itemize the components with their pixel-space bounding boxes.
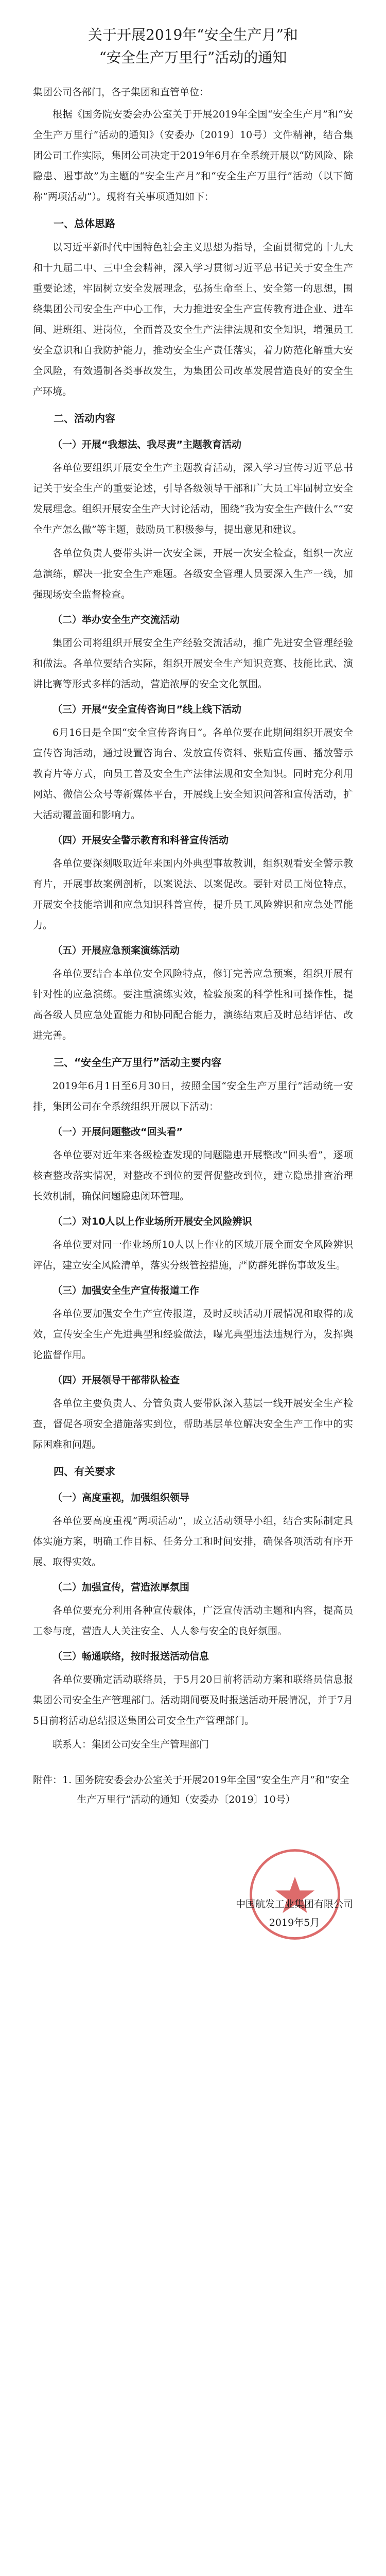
subsection-paragraph: 6月16日是全国“安全宣传咨询日”。各单位要在此期间组织开展安全宣传咨询活动，通过设置咨询台、发放宣传资料、张贴宣传画、播放警示教育片等方式，向员工普及安全生产法律法规和安全知识。同时充分利用网站、微信公众号等新媒体平台，开展线上安全知识问答和宣传活动，扩大活动覆盖面和影响力。 xyxy=(33,727,353,821)
salutation: 集团公司各部门，各子集团和直管单位： xyxy=(33,87,209,98)
subsection-heading: （二）对10人以上作业场所开展安全风险辨识 xyxy=(52,1216,252,1227)
subsection-heading: （四）开展领导干部带队检查 xyxy=(52,1375,180,1386)
subsection-paragraph: 各单位要组织开展安全生产主题教育活动，深入学习宣传习近平总书记关于安全生产的重要论述，引导各级领导干部和广大员工牢固树立安全发展理念。组织开展安全生产大讨论活动，围绕“我为安全生产做什么”“安全生产怎么做”等主题，鼓励员工积极参与，提出意见和建议。 xyxy=(33,462,353,535)
subsection-paragraph: 各单位要确定活动联络员，于5月20日前将活动方案和联络员信息报集团公司安全生产管理部门。活动期间要及时报送活动开展情况，并于7月5日前将活动总结报送集团公司安全生产管理部门。 xyxy=(33,1674,353,1726)
subsection-heading: （三）加强安全生产宣传报道工作 xyxy=(52,1285,200,1296)
subsection-paragraph: 各单位要结合本单位安全风险特点，修订完善应急预案，组织开展有针对性的应急演练。要注重演练实效，检验预案的科学性和可操作性，提高各级人员应急处置能力和协同配合能力，演练结束后及时总结评估、改进完善。 xyxy=(33,968,353,1041)
title-line-1: 关于开展2019年“安全生产月”和 xyxy=(88,26,298,43)
subsection-paragraph: 各单位要加强安全生产宣传报道，及时反映活动开展情况和取得的成效，宣传安全生产先进典型和经验做法，曝光典型违法违规行为，发挥舆论监督作用。 xyxy=(33,1308,353,1361)
subsection-paragraph: 各单位要高度重视“两项活动”，成立活动领导小组，结合实际制定具体实施方案，明确工作目标、任务分工和时间安排，确保各项活动有序开展、取得实效。 xyxy=(33,1515,353,1568)
signature-area xyxy=(33,1845,353,1969)
section-heading: 二、活动内容 xyxy=(54,412,115,425)
subsection-heading: （一）高度重视，加强组织领导 xyxy=(52,1492,190,1503)
intro-paragraph: 根据《国务院安委会办公室关于开展2019年全国“安全生产月”和“安全生产万里行”活动的通知》（安委办〔2019〕10号）文件精神，结合集团公司工作实际，集团公司决定于2019年6月在全系统开展以“防风险、除隐患、遏事故”为主题的“安全生产月”和“安全生产万里行”活动（以下简称“两项活动”）。现将有关事项通知如下： xyxy=(33,109,353,202)
sections-container xyxy=(33,212,353,1731)
signature-date: 2019年5月 xyxy=(269,1917,320,1928)
subsection-paragraph: 各单位要对近年来各级检查发现的问题隐患开展整改“回头看”，逐项核查整改落实情况，对整改不到位的要督促整改到位，建立隐患排查治理长效机制，确保问题隐患闭环管理。 xyxy=(33,1149,353,1202)
section-block xyxy=(33,212,353,402)
section-paragraph: 以习近平新时代中国特色社会主义思想为指导，全面贯彻党的十九大和十九届二中、三中全会精神，深入学习贯彻习近平总书记关于安全生产重要论述，牢固树立安全发展理念，弘扬生命至上、安全第一的思想，围绕集团公司安全生产中心工作，大力推进安全生产宣传教育进企业、进车间、进班组、进岗位，全面普及安全生产法律法规和安全知识，增强员工安全意识和自我防护能力，推动安全生产责任落实，着力防范化解重大安全风险，有效遏制各类事故发生，为集团公司改革发展营造良好的安全生产环境。 xyxy=(33,242,353,397)
title-line-2: “安全生产万里行”活动的通知 xyxy=(99,49,287,66)
subsection-paragraph: 各单位负责人要带头讲一次安全课，开展一次安全检查，组织一次应急演练，解决一批安全生产难题。各级安全管理人员要深入生产一线，加强现场安全监督检查。 xyxy=(33,548,353,600)
subsection-paragraph: 各单位要对同一作业场所10人以上作业的区域开展全面安全风险辨识评估，建立安全风险清单，落实分级管控措施，严防群死群伤事故发生。 xyxy=(33,1239,353,1271)
section-block xyxy=(33,407,353,1046)
attachment-item: 1. 国务院安委会办公室关于开展2019年全国“安全生产月”和“安全生产万里行”活动的通知（安委办〔2019〕10号） xyxy=(62,1774,349,1805)
subsection-heading: （三）畅通联络，按时报送活动信息 xyxy=(52,1651,209,1662)
subsection-paragraph: 集团公司将组织开展安全生产经验交流活动，推广先进安全管理经验和做法。各单位要结合实际，组织开展安全生产知识竞赛、技能比武、演讲比赛等形式多样的活动，营造浓厚的安全文化氛围。 xyxy=(33,637,353,690)
subsection-heading: （一）开展问题整改“回头看” xyxy=(52,1126,183,1138)
subsection-heading: （四）开展安全警示教育和科普宣传活动 xyxy=(52,835,229,846)
subsection-paragraph: 各单位要深刻吸取近年来国内外典型事故教训，组织观看安全警示教育片，开展事故案例剖析，以案说法、以案促改。要针对员工岗位特点，开展安全技能培训和应急知识科普宣传，提升员工风险辨识和应急处置能力。 xyxy=(33,858,353,931)
section-heading: 四、有关要求 xyxy=(54,1465,115,1478)
section-intro: 2019年6月1日至6月30日，按照全国“安全生产万里行”活动统一安排，集团公司在全系统组织开展以下活动： xyxy=(33,1080,353,1112)
section-heading: 一、总体思路 xyxy=(54,217,115,230)
attachment-block xyxy=(33,1770,353,1809)
intro-block xyxy=(33,104,353,207)
subsection-heading: （二）加强宣传，营造浓厚氛围 xyxy=(52,1582,190,1593)
signature-org: 中国航发工业集团有限公司 xyxy=(235,1899,353,1910)
subsection-heading: （一）开展“我想法、我尽责”主题教育活动 xyxy=(52,439,241,450)
document-title xyxy=(33,24,353,69)
subsection-paragraph: 各单位主要负责人、分管负责人要带队深入基层一线开展安全生产检查，督促各项安全措施落实到位，帮助基层单位解决安全生产工作中的实际困难和问题。 xyxy=(33,1398,353,1450)
subsection-paragraph: 各单位要充分利用各种宣传载体，广泛宣传活动主题和内容，提高员工参与度，营造人人关注安全、人人参与安全的良好氛围。 xyxy=(33,1605,353,1637)
subsection-heading: （二）举办安全生产交流活动 xyxy=(52,614,180,625)
section-heading: 三、“安全生产万里行”活动主要内容 xyxy=(54,1056,222,1069)
section-block xyxy=(33,1460,353,1731)
attachment-row xyxy=(33,1770,353,1809)
attachment-label: 附件： xyxy=(33,1774,63,1786)
contact-line: 联系人：集团公司安全生产管理部门 xyxy=(52,1739,209,1750)
signature-block xyxy=(236,1895,353,1932)
subsection-heading: （五）开展应急预案演练活动 xyxy=(52,945,180,956)
section-block xyxy=(33,1051,353,1455)
subsection-heading: （三）开展“安全宣传咨询日”线上线下活动 xyxy=(52,704,241,715)
